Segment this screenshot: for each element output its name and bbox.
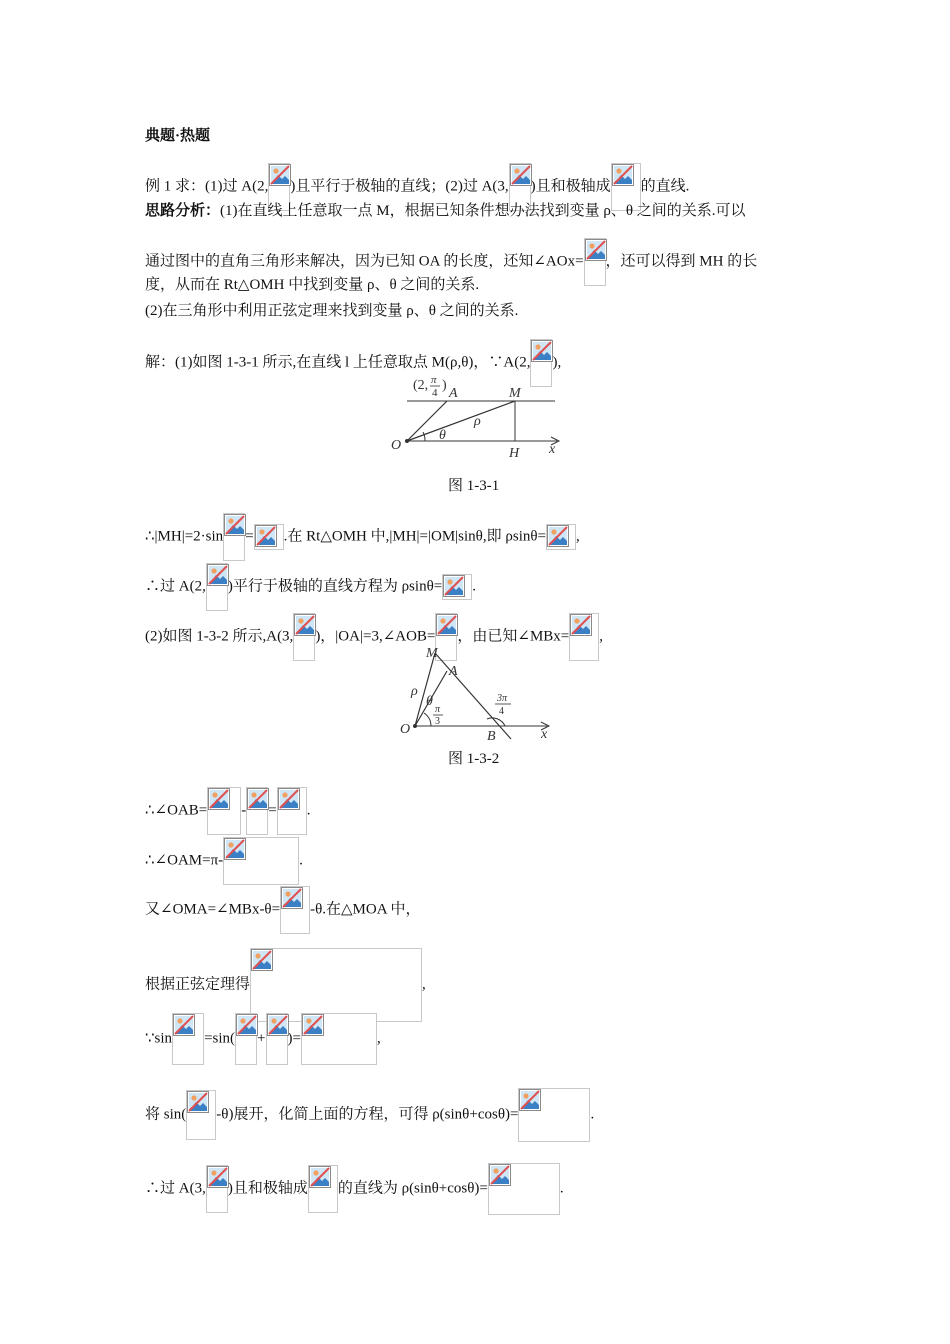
fig1-label-O: O [391, 438, 402, 453]
fig1-point-label: (2, [413, 378, 429, 393]
solution-line-9: ∵sin =sin( + )= , [145, 1013, 381, 1065]
formula-image [308, 1165, 338, 1213]
formula-image [223, 837, 299, 885]
image-placeholder-icon [281, 887, 303, 909]
fig1-four: 4 [432, 387, 438, 399]
fig1-label-M: M [509, 386, 521, 401]
figure-1-3-2 [395, 643, 560, 743]
formula-image [546, 524, 576, 550]
image-placeholder-icon [208, 788, 230, 810]
analysis-line-2: 通过图中的直角三角形来解决，因为已知 OA 的长度，还知∠AOx= ，还可以得到 MH 的长 [145, 238, 757, 286]
solution-line-3: ∴过 A(2, )平行于极轴的直线方程为 ρsinθ= . [145, 563, 476, 611]
formula-image [207, 787, 241, 835]
fig2-pi-num: π [435, 704, 441, 715]
solution-line-6: ∴∠OAM=π- . [145, 837, 303, 885]
fig2-label-A: A [449, 664, 458, 679]
solution-line-11: ∴过 A(3, )且和极轴成 的直线为 ρ(sinθ+cosθ)= . [145, 1163, 564, 1215]
image-placeholder-icon [309, 1166, 331, 1188]
figure-1-3-1 [385, 373, 565, 463]
image-placeholder-icon [570, 614, 592, 636]
solution-line-1: 解：(1)如图 1-3-1 所示,在直线 l 上任意取点 M(ρ,θ)，∵A(2, ), [145, 339, 561, 387]
formula-image [172, 1013, 204, 1065]
example-1-line: 例 1 求：(1)过 A(2, )且平行于极轴的直线；(2)过 A(3, )且和极轴成 的直线. [145, 163, 689, 211]
analysis-line-1: 思路分析：(1)在直线上任意取一点 M，根据已知条件想办法找到变量 ρ、θ 之间的关系.可以 [145, 203, 746, 219]
figure-2-caption: 图 1-3-2 [448, 751, 500, 767]
image-placeholder-icon [187, 1091, 209, 1113]
formula-image [206, 1165, 228, 1213]
formula-image [246, 787, 268, 835]
image-placeholder-icon [267, 1014, 289, 1036]
formula-image [206, 563, 228, 611]
image-placeholder-icon [207, 564, 229, 586]
image-placeholder-icon [531, 340, 553, 362]
fig1-label-theta: θ [439, 428, 446, 443]
image-placeholder-icon [251, 949, 273, 971]
formula-image [569, 613, 599, 661]
fig2-label-x: x [541, 727, 548, 742]
formula-image [250, 948, 422, 1022]
fig1-label-A: A [449, 386, 458, 401]
formula-image [518, 1088, 590, 1142]
fig1-label-rho: ρ [474, 414, 481, 429]
formula-image [223, 513, 245, 561]
image-placeholder-icon [302, 1014, 324, 1036]
fig2-label-B: B [487, 729, 496, 743]
fig1-label-x: x [549, 442, 556, 457]
formula-image [266, 1013, 288, 1065]
fig2-pi-den: 3 [435, 716, 440, 727]
formula-image [301, 1013, 377, 1065]
formula-image [235, 1013, 257, 1065]
image-placeholder-icon [255, 525, 277, 547]
image-placeholder-icon [269, 164, 291, 186]
section-title: 典题·热题 [145, 128, 211, 144]
image-placeholder-icon [547, 525, 569, 547]
formula-image [254, 524, 284, 550]
formula-image [277, 787, 307, 835]
fig2-label-M: M [426, 646, 438, 661]
fig2-label-O: O [400, 722, 411, 737]
image-placeholder-icon [207, 1166, 229, 1188]
image-placeholder-icon [585, 239, 607, 261]
image-placeholder-icon [510, 164, 532, 186]
image-placeholder-icon [173, 1014, 195, 1036]
analysis-line-3: 度，从而在 Rt△OMH 中找到变量 ρ、θ 之间的关系. [145, 277, 480, 293]
fig1-close: ) [442, 378, 447, 393]
image-placeholder-icon [247, 788, 269, 810]
fig2-label-rho: ρ [411, 684, 418, 699]
solution-line-8: 根据正弦定理得 , [145, 948, 426, 1022]
solution-line-5: ∴∠OAB= - = . [145, 787, 310, 835]
fig1-pi: π [431, 374, 437, 386]
solution-line-10: 将 sin( -θ)展开，化简上面的方程，可得 ρ(sinθ+cosθ)= . [145, 1088, 594, 1142]
analysis-line-4: (2)在三角形中利用正弦定理来找到变量 ρ、θ 之间的关系. [145, 303, 519, 319]
image-placeholder-icon [224, 514, 246, 536]
fig2-angle-den: 4 [499, 706, 504, 717]
image-placeholder-icon [436, 614, 458, 636]
image-placeholder-icon [278, 788, 300, 810]
formula-image [488, 1163, 560, 1215]
image-placeholder-icon [489, 1164, 511, 1186]
solution-line-4: (2)如图 1-3-2 所示,A(3, )，|OA|=3,∠AOB= ，由已知∠MBx= , [145, 613, 603, 661]
image-placeholder-icon [236, 1014, 258, 1036]
solution-line-7: 又∠OMA=∠MBx-θ= -θ.在△MOA 中， [145, 886, 421, 934]
figure-1-caption: 图 1-3-1 [448, 478, 500, 494]
formula-image [584, 238, 606, 286]
fig2-angle-num: 3π [497, 693, 508, 704]
solution-line-2: ∴|MH|=2·sin = .在 Rt△OMH 中,|MH|=|OM|sinθ,即 ρsinθ= , [145, 513, 580, 561]
image-placeholder-icon [612, 164, 634, 186]
image-placeholder-icon [294, 614, 316, 636]
formula-image [186, 1090, 216, 1140]
fig1-label-H: H [509, 446, 520, 461]
formula-image [280, 886, 310, 934]
fig2-label-theta: θ [426, 694, 433, 709]
image-placeholder-icon [443, 575, 465, 597]
formula-image [442, 574, 472, 600]
image-placeholder-icon [519, 1089, 541, 1111]
formula-image [293, 613, 315, 661]
image-placeholder-icon [224, 838, 246, 860]
